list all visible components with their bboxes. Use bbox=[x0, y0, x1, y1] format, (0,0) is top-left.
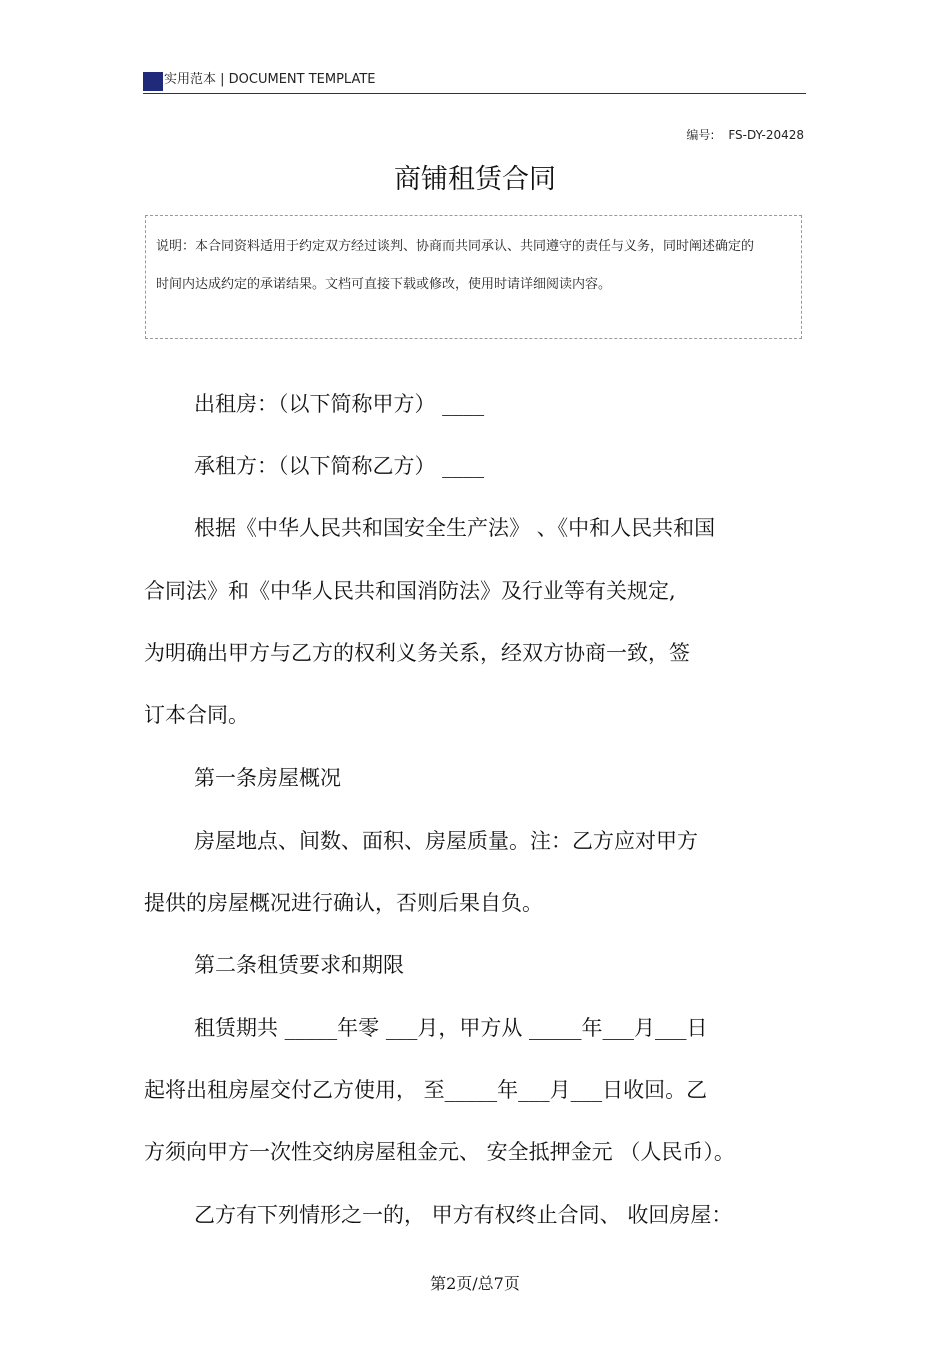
document-number bbox=[686, 127, 804, 143]
body-line: 起将出租房屋交付乙方使用， 至_____年___月___日收回。乙 bbox=[144, 1078, 708, 1102]
header-label: 实用范本 | DOCUMENT TEMPLATE bbox=[164, 72, 376, 87]
note-text: 说明：本合同资料适用于约定双方经过谈判、协商而共同承认、共同遵守的责任与义务，同时阐述确定的时间内达成约定的承诺结果。文档可直接下载或修改，使用时请详细阅读内容。 bbox=[156, 239, 755, 292]
body-line: 根据《中华人民共和国安全生产法》 、《中和人民共和国 bbox=[194, 516, 716, 540]
brand-logo bbox=[143, 72, 163, 91]
note-box bbox=[145, 215, 802, 339]
document-number-value: FS-DY-20428 bbox=[728, 128, 804, 142]
page-title: 商铺租赁合同 bbox=[394, 164, 556, 195]
body-line: 出租房：（以下简称甲方） ____ bbox=[194, 392, 485, 416]
body-line: 为明确出甲方与乙方的权利义务关系，经双方协商一致，签 bbox=[144, 641, 690, 665]
body-line: 房屋地点、间数、面积、房屋质量。注：乙方应对甲方 bbox=[194, 829, 698, 853]
body-line: 乙方有下列情形之一的， 甲方有权终止合同、 收回房屋： bbox=[194, 1203, 733, 1227]
body-line: 订本合同。 bbox=[144, 703, 249, 727]
body-line: 提供的房屋概况进行确认，否则后果自负。 bbox=[144, 891, 543, 915]
document-number-label: 编号: bbox=[686, 128, 715, 142]
body-line: 方须向甲方一次性交纳房屋租金元、 安全抵押金元 （人民币）。 bbox=[144, 1140, 735, 1164]
body-line: 合同法》和《中华人民共和国消防法》及行业等有关规定, bbox=[144, 579, 676, 603]
section-heading: 第二条租赁要求和期限 bbox=[194, 953, 404, 977]
body-line: 租赁期共 _____年零 ___月，甲方从 _____年___月___日 bbox=[194, 1016, 708, 1040]
body-line: 承租方：（以下简称乙方） ____ bbox=[194, 454, 485, 478]
section-heading: 第一条房屋概况 bbox=[194, 766, 341, 790]
document-header bbox=[143, 70, 806, 94]
page-indicator: 第2页/总7页 bbox=[430, 1274, 520, 1293]
